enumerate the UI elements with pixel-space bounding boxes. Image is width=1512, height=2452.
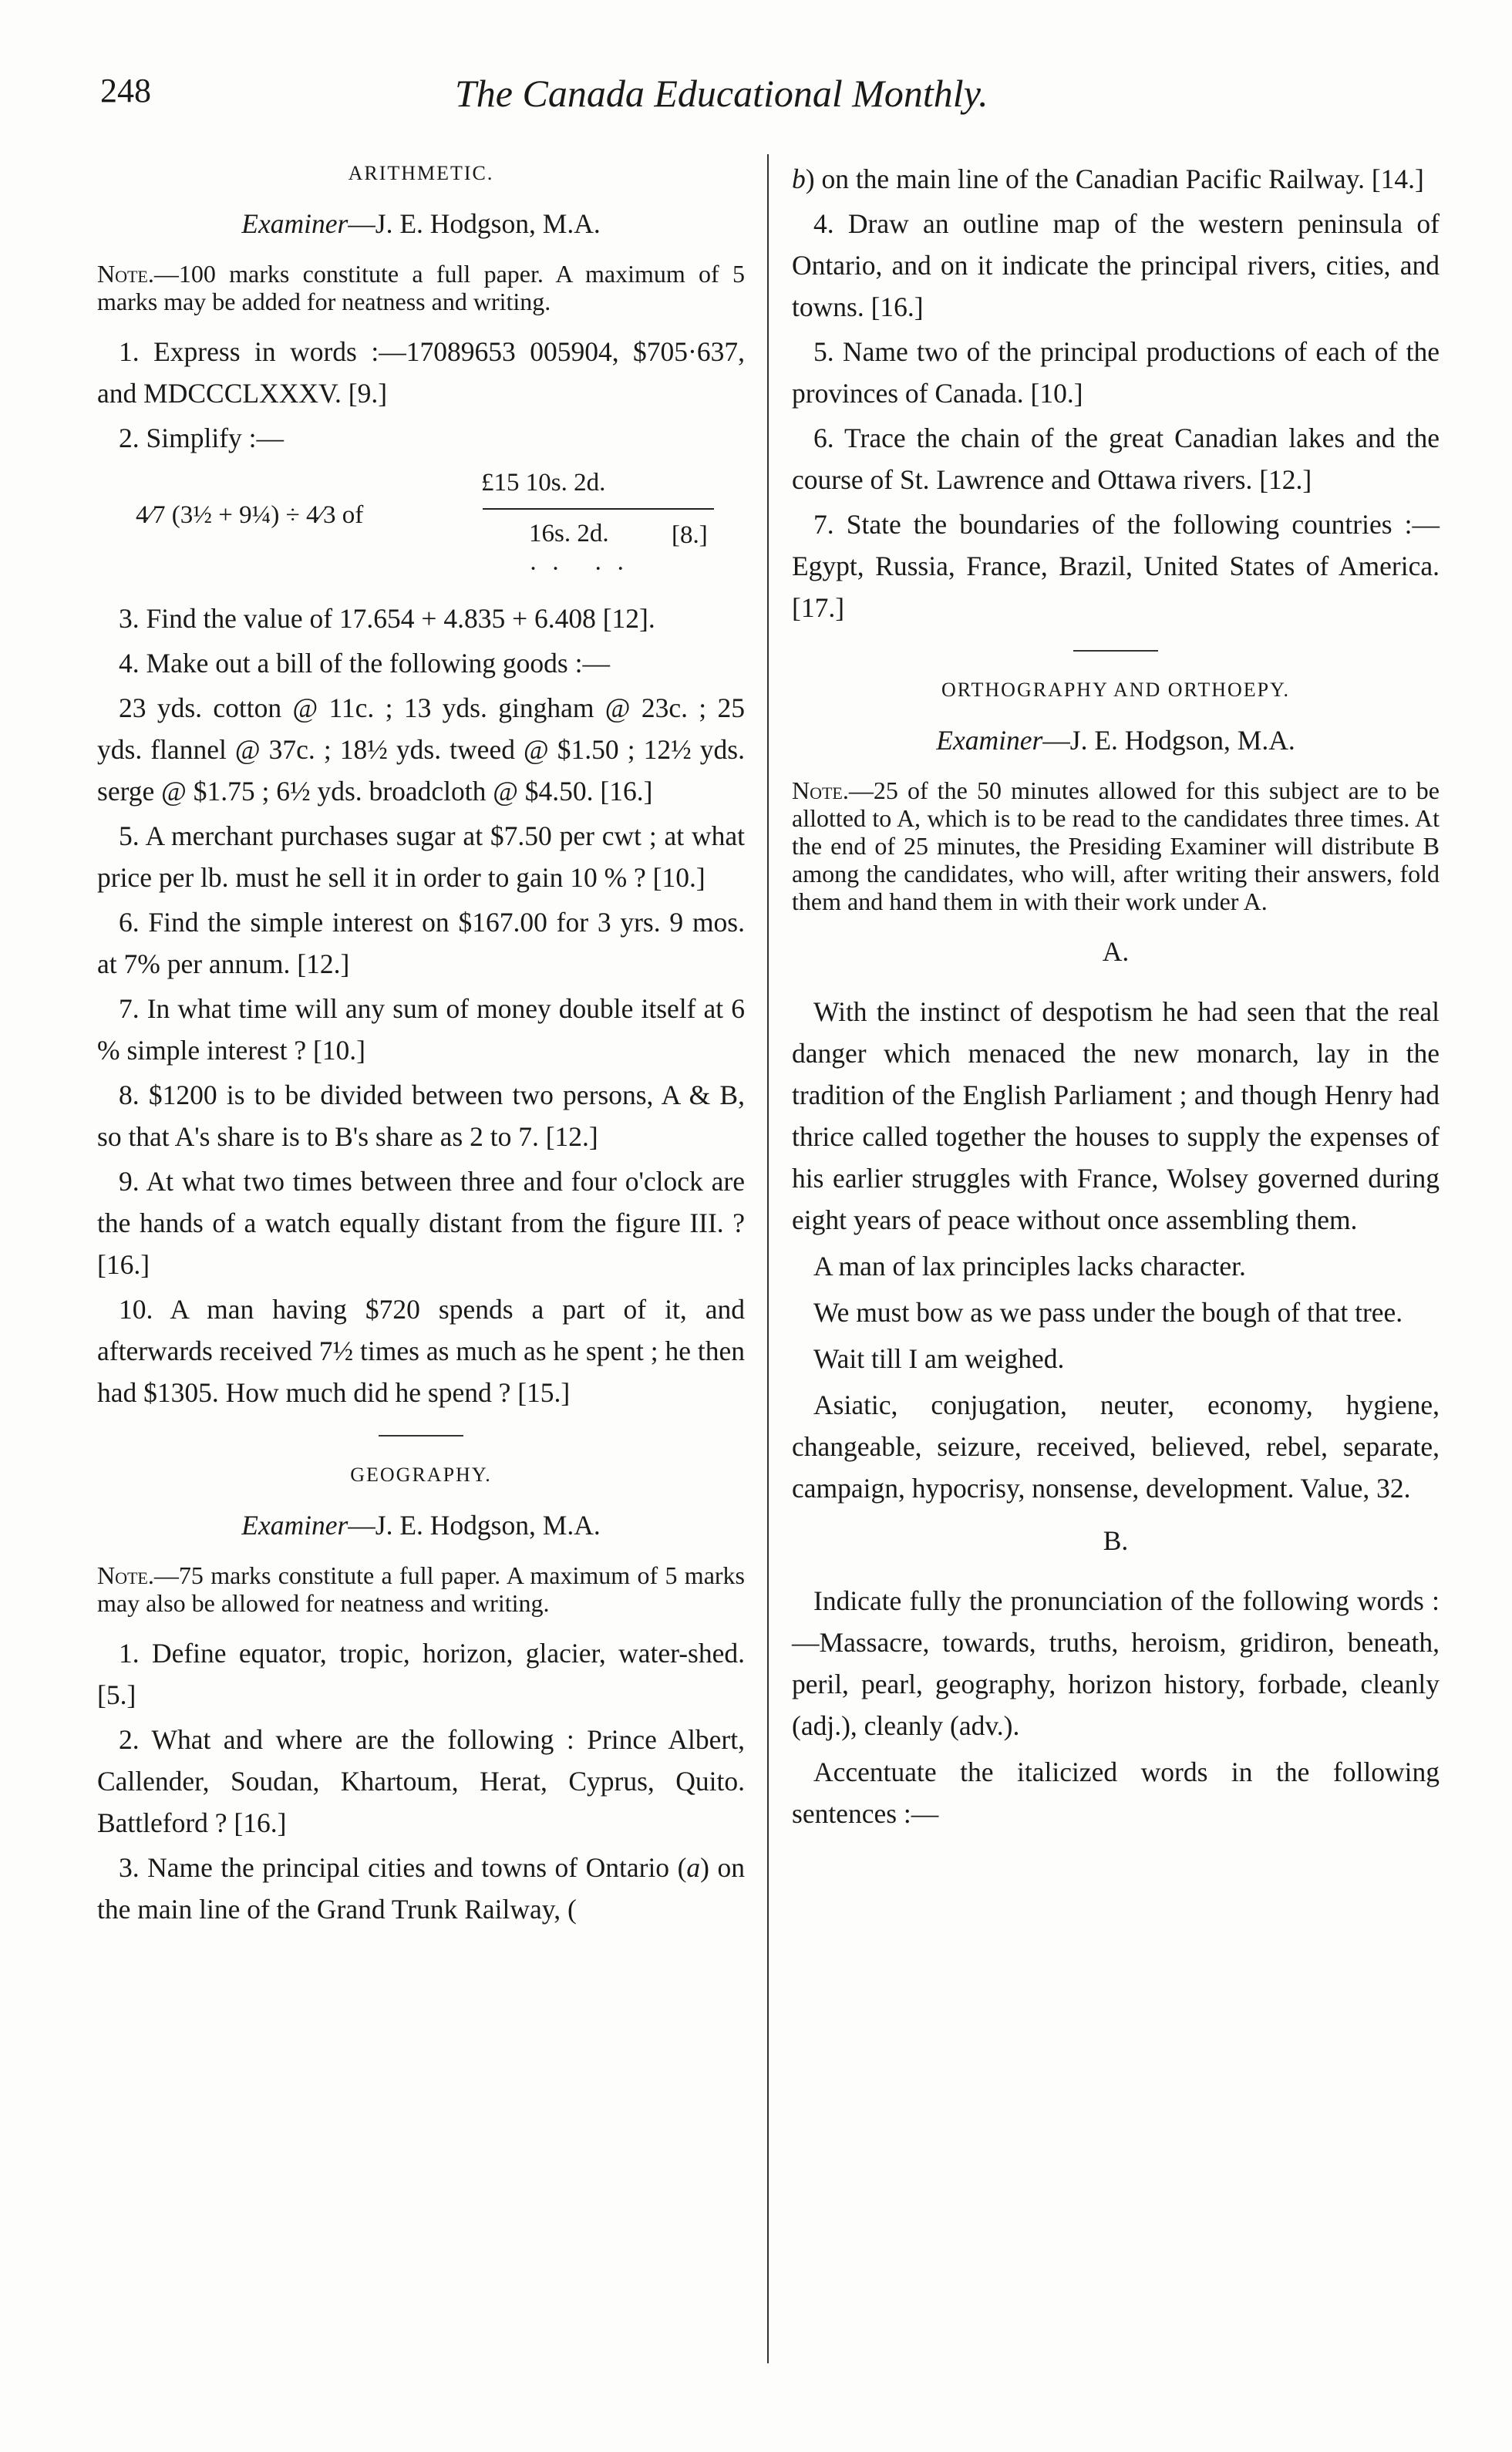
geography-question-6: 6. Trace the chain of the great Canadian lakes and the course of St. Lawrence and Ottawa rivers. [12.]: [792, 423, 1440, 495]
part-b-heading: B.: [1103, 1525, 1129, 1556]
arithmetic-note: [97, 260, 745, 315]
orthography-title: ORTHOGRAPHY AND ORTHOEPY.: [941, 679, 1291, 701]
simplify-expression: [97, 462, 745, 593]
note-head: Note.: [792, 776, 849, 804]
arithmetic-title: ARITHMETIC.: [348, 162, 494, 184]
passage-b-paragraph-2: Accentuate the italicized words in the following sentences :—: [792, 1756, 1440, 1829]
section-divider: [1073, 650, 1158, 652]
question-2-marks: [8.]: [672, 521, 708, 549]
examiner-label: Examiner: [241, 208, 349, 239]
geography-question-1: 1. Define equator, tropic, horizon, glacier, water-shed. [5.]: [97, 1638, 745, 1710]
note-text: —25 of the 50 minutes allowed for this subject are to be allotted to A, which is to be read to the candidates three times. At the end of 25 minutes, the Presiding Examiner will distribute B among the candidates, who will, after writing their answers, fold them and hand them in with their work under A.: [792, 776, 1440, 915]
arithmetic-question-4: 4. Make out a bill of the following goods :—: [119, 648, 610, 679]
expression-numerator: £15 10s. 2d.: [481, 469, 606, 497]
q3-text-end: ) on the main line of the Canadian Pacific Railway. [14.]: [805, 163, 1424, 194]
expression-left: 4⁄7 (3½ + 9¼) ÷ 4⁄3 of: [136, 501, 364, 529]
examiner-name: —J. E. Hodgson, M.A.: [348, 208, 601, 239]
arithmetic-question-7: 7. In what time will any sum of money double itself at 6 % simple interest ? [10.]: [97, 993, 745, 1066]
note-head: Note.: [97, 260, 154, 288]
arithmetic-question-8: 8. $1200 is to be divided between two persons, A & B, so that A's share is to B's share as 2 to 7. [12.]: [97, 1079, 745, 1152]
page-header: [100, 71, 1419, 125]
arithmetic-question-5: 5. A merchant purchases sugar at $7.50 per cwt ; at what price per lb. must he sell it in order to gain 10 % ? [10.]: [97, 820, 745, 893]
geography-question-5: 5. Name two of the principal productions of each of the provinces of Canada. [10.]: [792, 336, 1440, 409]
passage-a-paragraph-2: A man of lax principles lacks character.: [813, 1251, 1246, 1282]
arithmetic-question-3: 3. Find the value of 17.654 + 4.835 + 6.408 [12].: [119, 603, 655, 634]
right-column: [792, 158, 1440, 1839]
q3-b-marker: b: [792, 163, 806, 194]
q3-text: 3. Name the principal cities and towns of Ontario (: [119, 1852, 687, 1883]
part-a-heading: A.: [1102, 936, 1130, 967]
arithmetic-question-6: 6. Find the simple interest on $167.00 for 3 yrs. 9 mos. at 7% per annum. [12.]: [97, 907, 745, 979]
arithmetic-question-1: 1. Express in words :—17089653 005904, $705·637, and MDCCCLXXXV. [9.]: [97, 336, 745, 409]
geography-question-4: 4. Draw an outline map of the western peninsula of Ontario, and on it indicate the principal rivers, cities, and towns. [16.]: [792, 208, 1440, 322]
examiner-label: Examiner: [241, 1510, 349, 1541]
geography-title: GEOGRAPHY.: [350, 1463, 492, 1486]
geography-question-3-cont: [792, 158, 1440, 200]
orthography-note: [792, 776, 1440, 915]
arithmetic-question-2: 2. Simplify :—: [119, 423, 285, 453]
passage-a-word-list: Asiatic, conjugation, neuter, economy, hygiene, changeable, seizure, received, believed, rebel, separate, campaign, hypocrisy, nonsense, development. Value, 32.: [792, 1389, 1440, 1504]
note-text: —75 marks constitute a full paper. A maximum of 5 marks may also be allowed for neatness and writing.: [97, 1561, 745, 1617]
passage-a-paragraph-4: Wait till I am weighed.: [813, 1343, 1065, 1374]
q3-a-marker: a: [686, 1852, 701, 1883]
geography-question-7: 7. State the boundaries of the following countries :—Egypt, Russia, France, Brazil, United States of America. [17.]: [792, 509, 1440, 623]
geography-note: [97, 1561, 745, 1617]
journal-title: The Canada Educational Monthly.: [455, 72, 988, 115]
examiner-name: —J. E. Hodgson, M.A.: [348, 1510, 601, 1541]
q3-text-cont: ) on the main line of the Grand Trunk Railway, (: [97, 1852, 745, 1925]
geography-examiner: [97, 1504, 745, 1546]
arithmetic-question-10: 10. A man having $720 spends a part of it, and afterwards received 7½ times as much as he spent ; he then had $1305. How much did he spend ? [15.]: [97, 1294, 745, 1408]
goods-list: 23 yds. cotton @ 11c. ; 13 yds. gingham @ 23c. ; 25 yds. flannel @ 37c. ; 18½ yds. tweed @ $1.50 ; 12½ yds. serge @ $1.75 ; 6½ yds. broadcloth @ $4.50. [16.]: [97, 692, 745, 807]
section-divider: [379, 1435, 463, 1437]
examiner-name: —J. E. Hodgson, M.A.: [1042, 725, 1295, 756]
page-number: 248: [100, 72, 151, 109]
examiner-label: Examiner: [936, 725, 1043, 756]
passage-a-paragraph-1: With the instinct of despotism he had seen that the real danger which menaced the new monarch, lay in the tradition of the English Parliament ; and though Henry had thrice called together the houses to supply the expenses of his earlier struggles with France, Wolsey governed during eight years of peace without once assembling them.: [792, 996, 1440, 1235]
fraction-bar: [483, 508, 714, 510]
geography-question-2: 2. What and where are the following : Prince Albert, Callender, Soudan, Khartoum, Herat, Cyprus, Quito. Battleford ? [16.]: [97, 1724, 745, 1838]
passage-a-paragraph-3: We must bow as we pass under the bough of that tree.: [813, 1297, 1403, 1328]
note-head: Note.: [97, 1561, 154, 1589]
expression-denominator: 16s. 2d.: [529, 520, 609, 547]
recurring-dots: ·· ··: [529, 555, 639, 583]
note-text: —100 marks constitute a full paper. A maximum of 5 marks may be added for neatness and writing.: [97, 260, 745, 315]
geography-question-3-start: [97, 1847, 745, 1930]
passage-b-paragraph-1: Indicate fully the pronunciation of the following words :—Massacre, towards, truths, heroism, gridiron, beneath, peril, pearl, geography, horizon history, forbade, cleanly (adj.), cleanly (adv.).: [792, 1585, 1440, 1741]
arithmetic-question-9: 9. At what two times between three and four o'clock are the hands of a watch equally distant from the figure III. ? [16.]: [97, 1166, 745, 1280]
arithmetic-examiner: [97, 203, 745, 244]
orthography-examiner: [792, 719, 1440, 761]
left-column: [97, 158, 745, 1933]
column-divider: [767, 154, 769, 2363]
